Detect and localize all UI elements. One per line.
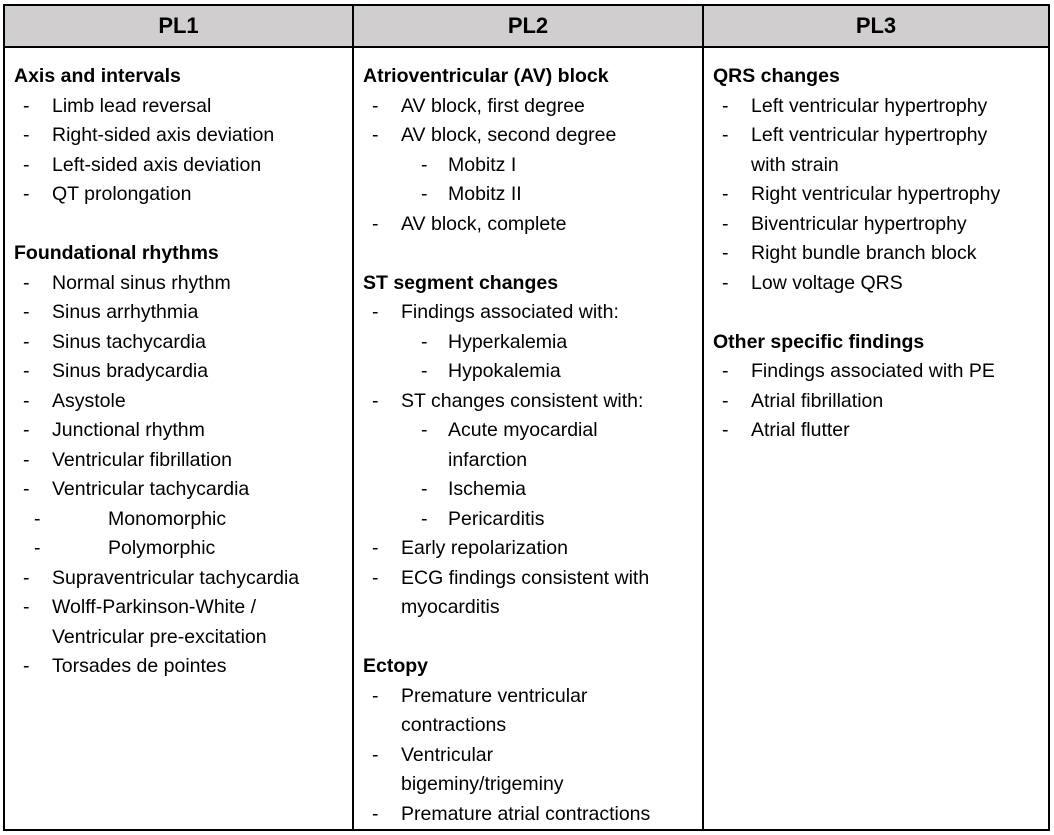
list-item: - Wolff-Parkinson-White / Ventricular pre-excitation <box>14 593 307 652</box>
header-pl1: PL1 <box>5 6 352 48</box>
section-title-st: ST segment changes <box>363 271 559 294</box>
sub-list-item: - Mobitz I <box>401 151 702 181</box>
list-item: - Right bundle branch block <box>713 239 1048 269</box>
list-item: - AV block, complete <box>363 210 702 240</box>
sub-list-item: - Ischemia <box>401 475 702 505</box>
list-item: - Sinus bradycardia <box>14 357 352 387</box>
section-title-rhythms: Foundational rhythms <box>14 242 219 264</box>
list-item-label: AV block, second degree <box>401 124 617 146</box>
header-pl3: PL3 <box>702 6 1048 48</box>
list-item: - Low voltage QRS <box>713 269 1048 299</box>
sublist-consistent <box>401 416 702 534</box>
list-av-block <box>363 92 702 240</box>
list-item: - Normal sinus rhythm <box>14 269 352 299</box>
section-title-ectopy: Ectopy <box>363 655 429 677</box>
list-item: - Premature ventricular contractions <box>363 682 616 741</box>
section-title-other: Other specific findings <box>713 330 925 353</box>
list-item <box>363 121 702 210</box>
list-item: - Asystole <box>14 387 352 417</box>
list-item: - Premature atrial contractions <box>363 800 702 830</box>
list-item: - Early repolarization <box>363 534 702 564</box>
list-ectopy <box>363 682 702 830</box>
list-item: - QT prolongation <box>14 180 352 210</box>
list-item: - Sinus arrhythmia <box>14 298 352 328</box>
list-item <box>363 298 702 387</box>
list-item: - Biventricular hypertrophy <box>713 210 1048 240</box>
list-item: - Sinus tachycardia <box>14 328 352 358</box>
list-item-label: Findings associated with: <box>401 301 619 323</box>
list-item: - Ventricular fibrillation <box>14 446 352 476</box>
sub-list-item: - Hyperkalemia <box>401 328 702 358</box>
list-item: - Torsades de pointes <box>14 652 352 682</box>
list-item-label: ST changes consistent with: <box>401 389 644 412</box>
list-item: - Junctional rhythm <box>14 416 352 446</box>
section-title-qrs: QRS changes <box>713 65 840 87</box>
list-item: - ECG findings consistent with myocarditis <box>363 564 671 623</box>
sublist-assoc <box>401 328 702 387</box>
list-item: - Atrial flutter <box>713 416 1048 446</box>
column-pl3 <box>702 48 1048 829</box>
list-item: - Limb lead reversal <box>14 92 352 122</box>
sub-list-item: - Polymorphic <box>14 534 352 564</box>
header-pl2: PL2 <box>352 6 702 48</box>
list-item: - Findings associated with PE <box>713 357 1048 387</box>
column-pl1 <box>5 48 352 829</box>
sub-list-item: - Pericarditis <box>401 505 702 535</box>
list-item: - Ventricular bigeminy/trigeminy <box>363 741 596 800</box>
list-item: - Supraventricular tachycardia <box>14 564 352 594</box>
list-axis <box>14 92 352 210</box>
ecg-curriculum-table <box>3 4 1050 831</box>
sublist-second-degree <box>401 151 702 210</box>
section-title-av-block: Atrioventricular (AV) block <box>363 65 609 87</box>
list-item: - Atrial fibrillation <box>713 387 1048 417</box>
sub-list-item: - Mobitz II <box>401 180 702 210</box>
sub-list-item: - Hypokalemia <box>401 357 702 387</box>
list-item: - Right ventricular hypertrophy <box>713 180 1048 210</box>
list-st <box>363 298 702 623</box>
list-item: - Left ventricular hypertrophy <box>713 92 1048 122</box>
section-title-axis: Axis and intervals <box>14 65 181 87</box>
list-item: - AV block, first degree <box>363 92 702 122</box>
list-other <box>713 357 1048 446</box>
list-item: - Left ventricular hypertrophy with strain <box>713 121 1026 180</box>
sublist-vt <box>14 505 352 564</box>
list-rhythms <box>14 269 352 682</box>
list-item: - Right-sided axis deviation <box>14 121 352 151</box>
sub-list-item: - Acute myocardial infarction <box>401 416 623 475</box>
list-item: - Left-sided axis deviation <box>14 151 352 181</box>
column-pl2 <box>352 48 702 829</box>
list-qrs <box>713 92 1048 299</box>
list-item-label: Ventricular tachycardia <box>52 478 250 500</box>
list-item <box>14 475 352 564</box>
list-item <box>363 387 702 535</box>
sub-list-item: - Monomorphic <box>14 505 352 535</box>
